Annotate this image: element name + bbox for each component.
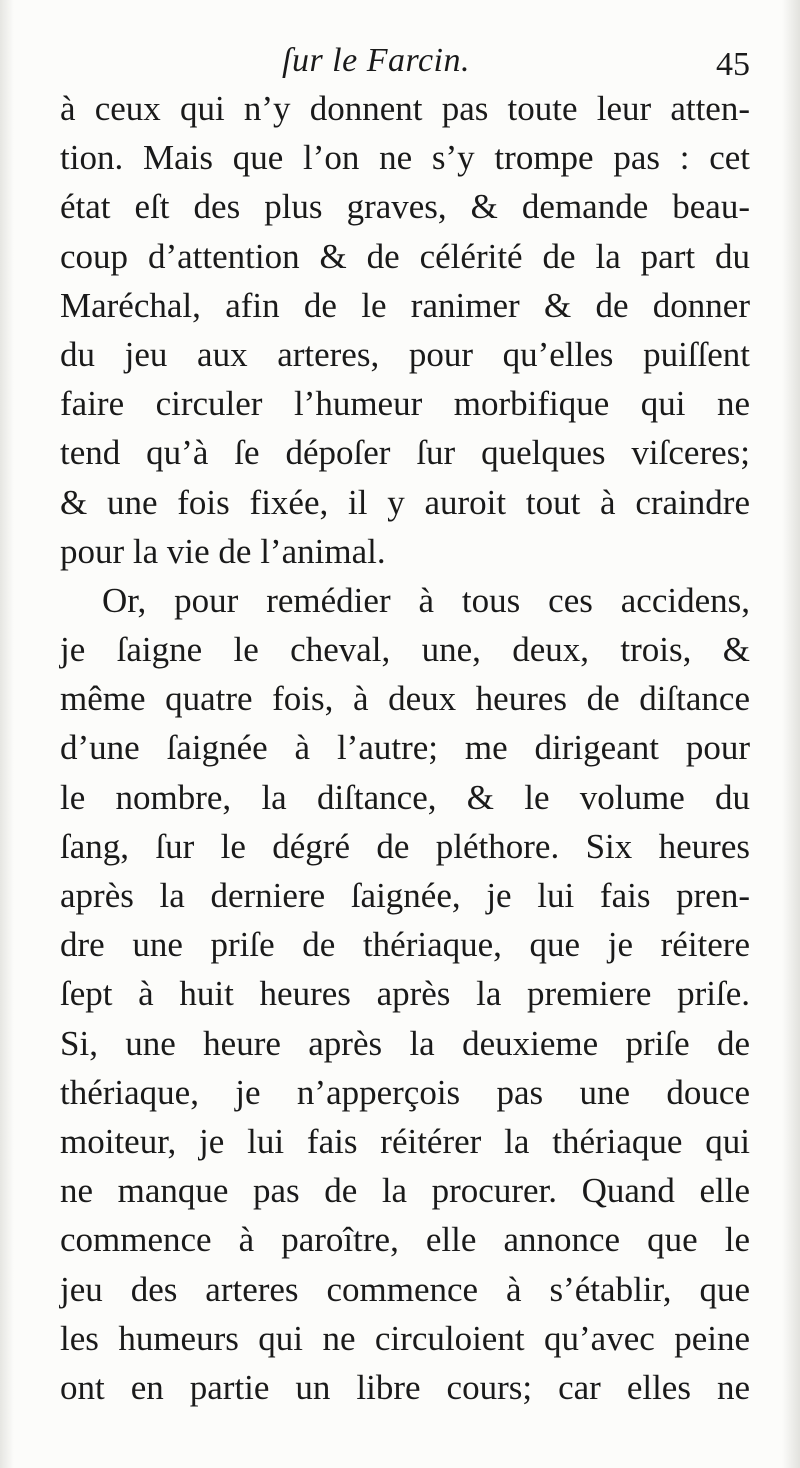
- text-line: thériaque, je n’apperçois pas une douce: [60, 1072, 750, 1112]
- text-line: & une fois fixée, il y auroit tout à craindre: [60, 482, 750, 522]
- text-line: jeu des arteres commence à s’établir, que: [60, 1269, 750, 1309]
- text-line: dre une priſe de thériaque, que je réitere: [60, 925, 750, 965]
- text-line: moiteur, je lui fais réitérer la thériaque qui: [60, 1121, 750, 1161]
- text-line: du jeu aux arteres, pour qu’elles puiſſent: [60, 334, 750, 374]
- body-text: [60, 84, 750, 1412]
- page-number: 45: [716, 46, 750, 83]
- text-line: état eſt des plus graves, & demande beau-: [60, 187, 750, 227]
- page-header: [60, 38, 750, 88]
- text-line: ſept à huit heures après la premiere priſe.: [60, 974, 750, 1014]
- text-line: coup d’attention & de célérité de la part du: [60, 236, 750, 276]
- text-line: commence à paroître, elle annonce que le: [60, 1220, 750, 1260]
- text-line: je ſaigne le cheval, une, deux, trois, &: [60, 630, 750, 670]
- text-line: pour la vie de l’animal.: [60, 531, 386, 571]
- text-line: d’une ſaignée à l’autre; me dirigeant pour: [60, 728, 750, 768]
- text-line: Si, une heure après la deuxieme priſe de: [60, 1023, 750, 1063]
- text-line: les humeurs qui ne circuloient qu’avec peine: [60, 1318, 750, 1358]
- text-line: après la derniere ſaignée, je lui fais pren-: [60, 876, 750, 915]
- text-line: Or, pour remédier à tous ces accidens,: [102, 580, 750, 620]
- text-line: ne manque pas de la procurer. Quand elle: [60, 1171, 750, 1211]
- text-line: ſang, ſur le dégré de pléthore. Six heures: [60, 826, 750, 866]
- text-line: le nombre, la diſtance, & le volume du: [60, 777, 750, 817]
- text-line: faire circuler l’humeur morbifique qui ne: [60, 384, 750, 424]
- text-line: même quatre fois, à deux heures de diſtance: [60, 679, 750, 719]
- text-line: tend qu’à ſe dépoſer ſur quelques viſceres;: [60, 433, 750, 473]
- running-head: ſur le Farcin.: [282, 42, 470, 79]
- text-line: ont en partie un libre cours; car elles ne: [60, 1367, 750, 1407]
- text-line: Maréchal, afin de le ranimer & de donner: [60, 285, 750, 325]
- text-line: tion. Mais que l’on ne s’y trompe pas : cet: [60, 138, 750, 178]
- text-line: à ceux qui n’y donnent pas toute leur atten-: [60, 89, 750, 128]
